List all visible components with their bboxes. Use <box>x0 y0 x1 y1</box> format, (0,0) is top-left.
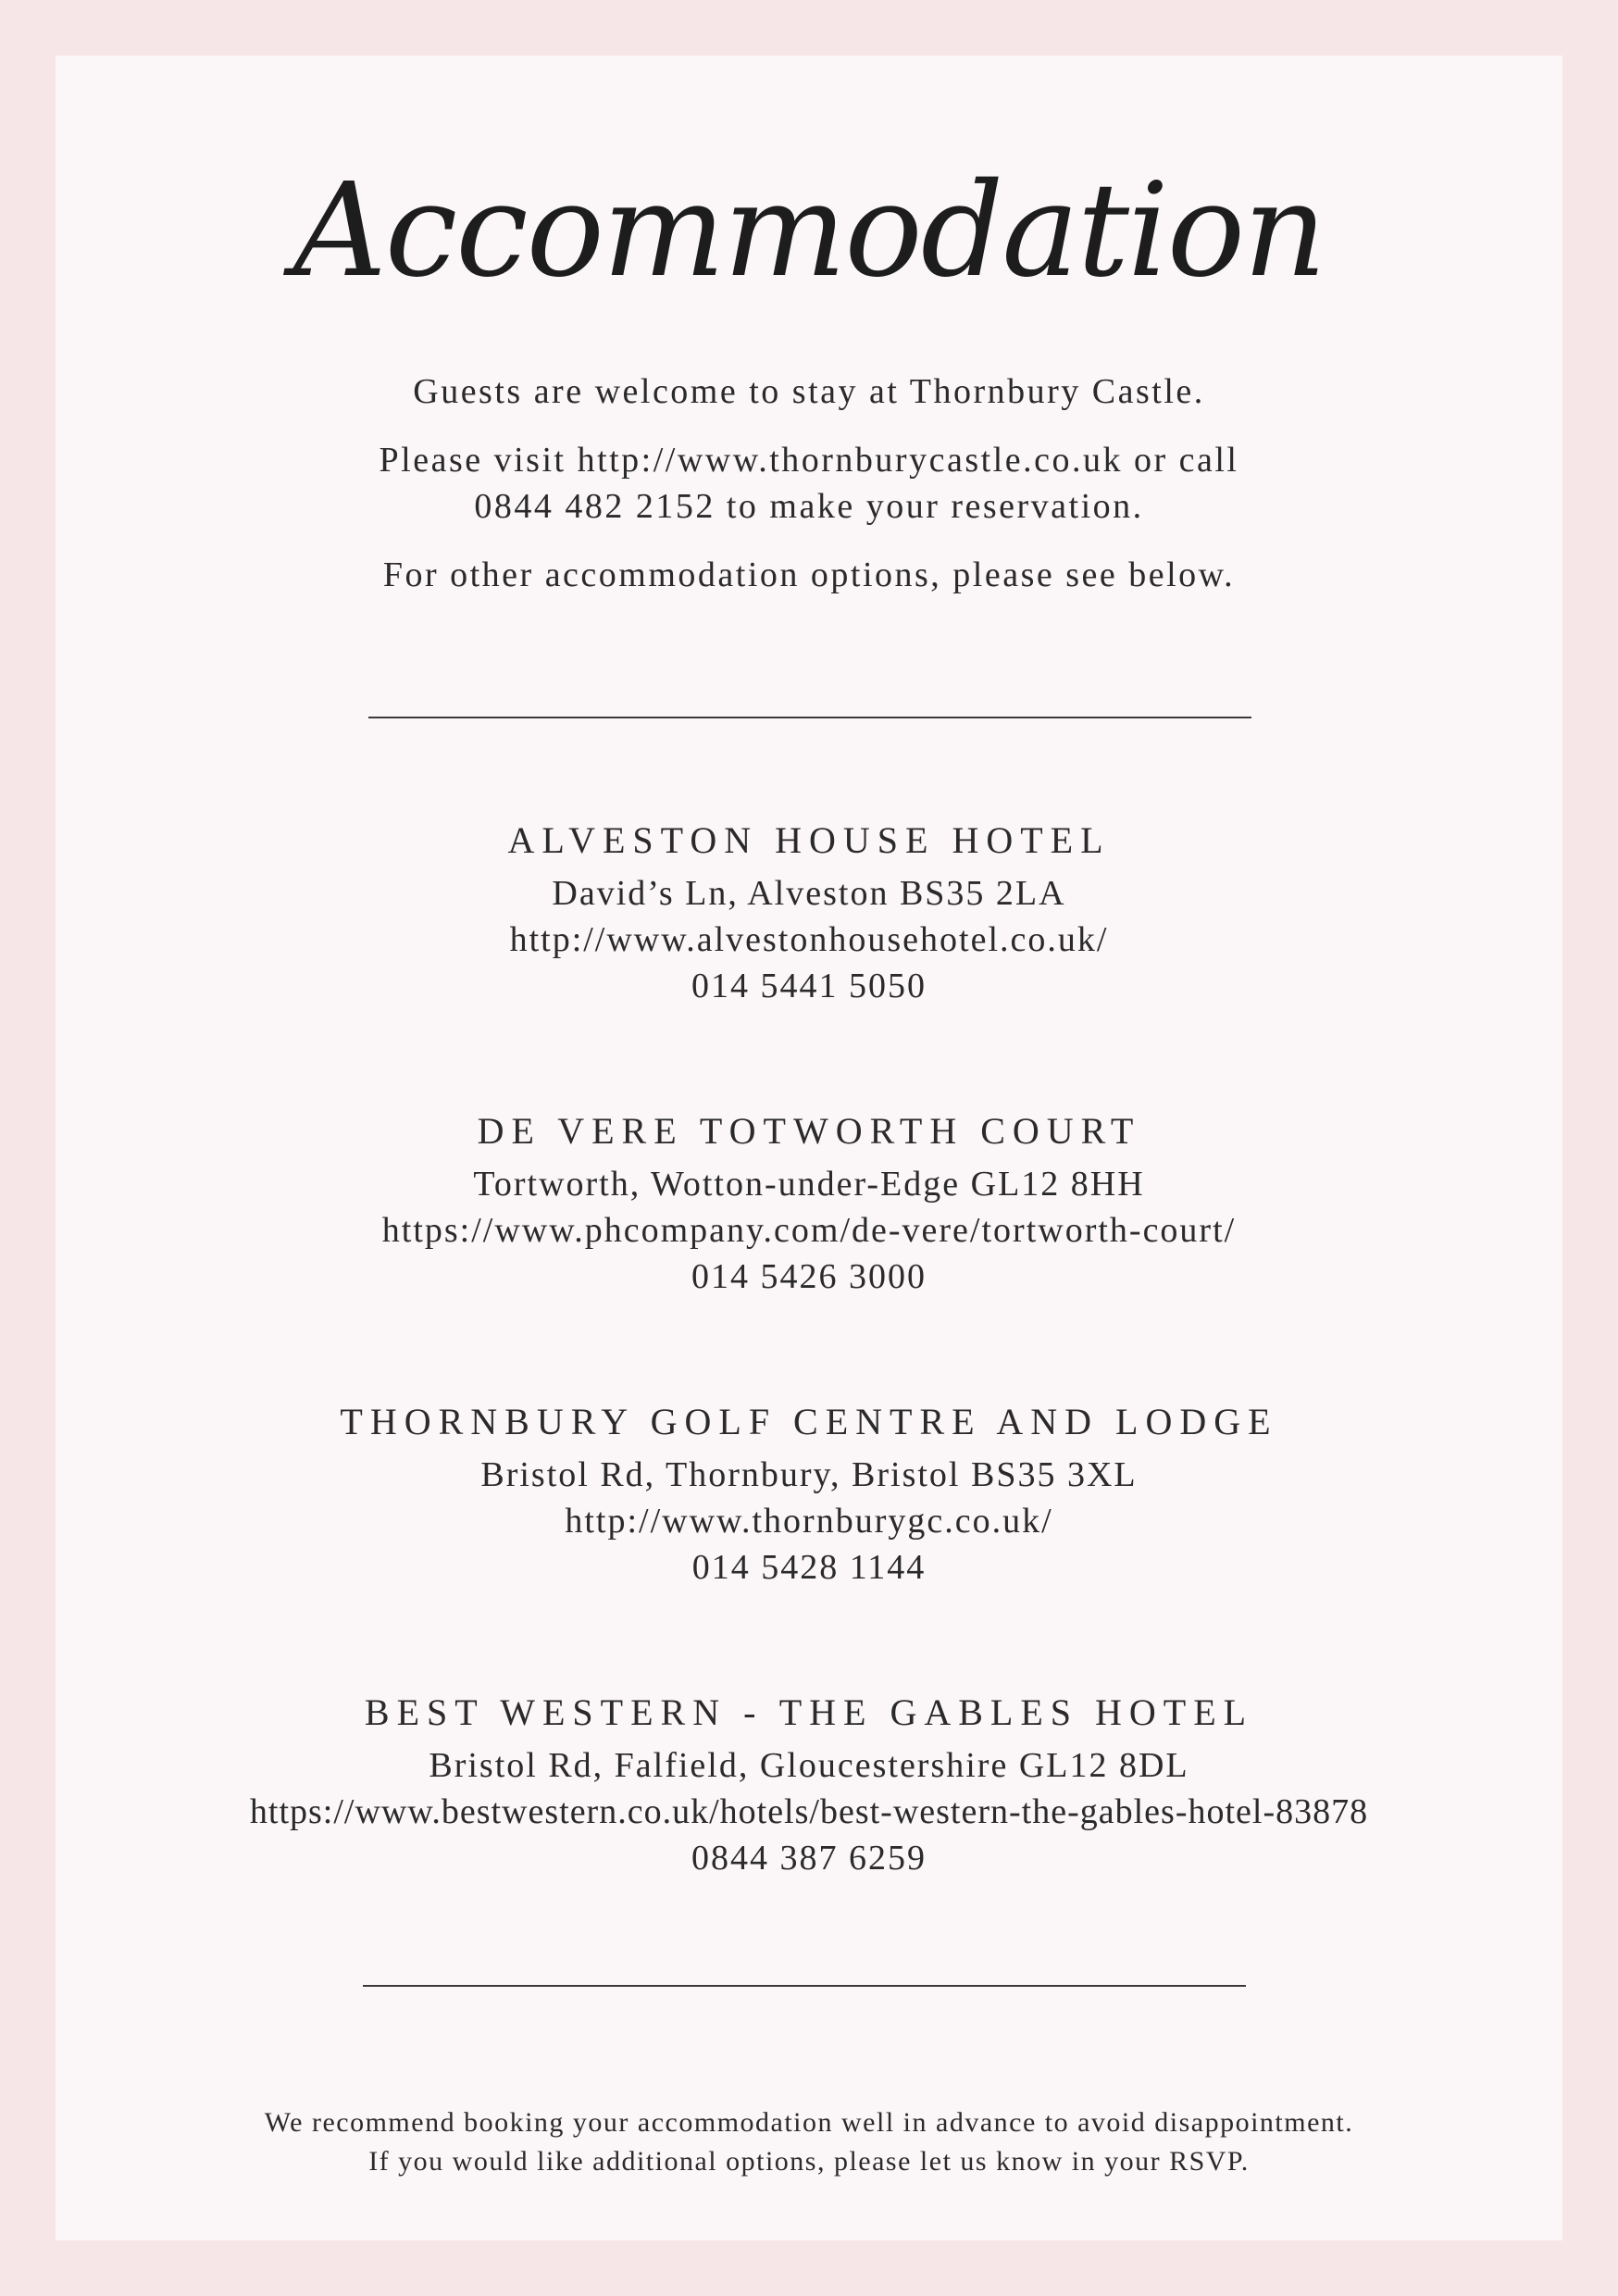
hotel-address: Bristol Rd, Falfield, Gloucestershire GL12 8DL <box>429 1746 1189 1785</box>
intro-text <box>56 368 1562 620</box>
divider-bottom <box>363 1985 1246 1987</box>
footer-line-booking: We recommend booking your accommodation well in advance to avoid disappointment. <box>264 2107 1354 2138</box>
intro-reservation <box>56 437 1562 530</box>
page-title: Accommodation <box>292 156 1326 306</box>
intro-reservation-line2: 0844 482 2152 to make your reservation. <box>474 487 1144 526</box>
hotel-url[interactable]: https://www.bestwestern.co.uk/hotels/best-western-the-gables-hotel-83878 <box>249 1792 1369 1831</box>
hotel-phone: 0844 387 6259 <box>691 1839 927 1878</box>
hotel-name: DE VERE TOTWORTH COURT <box>477 1110 1141 1152</box>
hotel-entry-alveston <box>56 817 1562 1009</box>
hotel-phone: 014 5441 5050 <box>691 967 927 1005</box>
footer-note <box>56 2103 1562 2181</box>
accommodation-card <box>56 56 1562 2240</box>
hotel-address: Bristol Rd, Thornbury, Bristol BS35 3XL <box>480 1455 1138 1494</box>
hotel-name: ALVESTON HOUSE HOTEL <box>507 819 1111 861</box>
hotel-url[interactable]: http://www.alvestonhousehotel.co.uk/ <box>509 920 1109 959</box>
hotel-name: BEST WESTERN - THE GABLES HOTEL <box>364 1691 1254 1733</box>
hotel-phone: 014 5426 3000 <box>691 1257 927 1296</box>
hotel-url[interactable]: http://www.thornburygc.co.uk/ <box>565 1502 1053 1541</box>
hotel-url[interactable]: https://www.phcompany.com/de-vere/tortworth-court/ <box>381 1211 1237 1250</box>
hotel-phone: 014 5428 1144 <box>691 1548 927 1587</box>
hotel-entry-thornbury-golf <box>56 1398 1562 1591</box>
hotel-entry-best-western <box>56 1689 1562 1881</box>
intro-reservation-line1: Please visit http://www.thornburycastle.co.uk or call <box>379 441 1239 480</box>
hotel-address: Tortworth, Wotton-under-Edge GL12 8HH <box>473 1165 1145 1204</box>
divider-top <box>368 717 1251 718</box>
intro-other-options: For other accommodation options, please see below. <box>382 555 1236 594</box>
hotel-entry-de-vere <box>56 1107 1562 1300</box>
hotel-address: David’s Ln, Alveston BS35 2LA <box>552 874 1066 913</box>
footer-line-rsvp: If you would like additional options, please let us know in your RSVP. <box>368 2146 1250 2177</box>
hotel-name: THORNBURY GOLF CENTRE AND LODGE <box>340 1401 1278 1442</box>
intro-welcome: Guests are welcome to stay at Thornbury Castle. <box>413 372 1205 411</box>
